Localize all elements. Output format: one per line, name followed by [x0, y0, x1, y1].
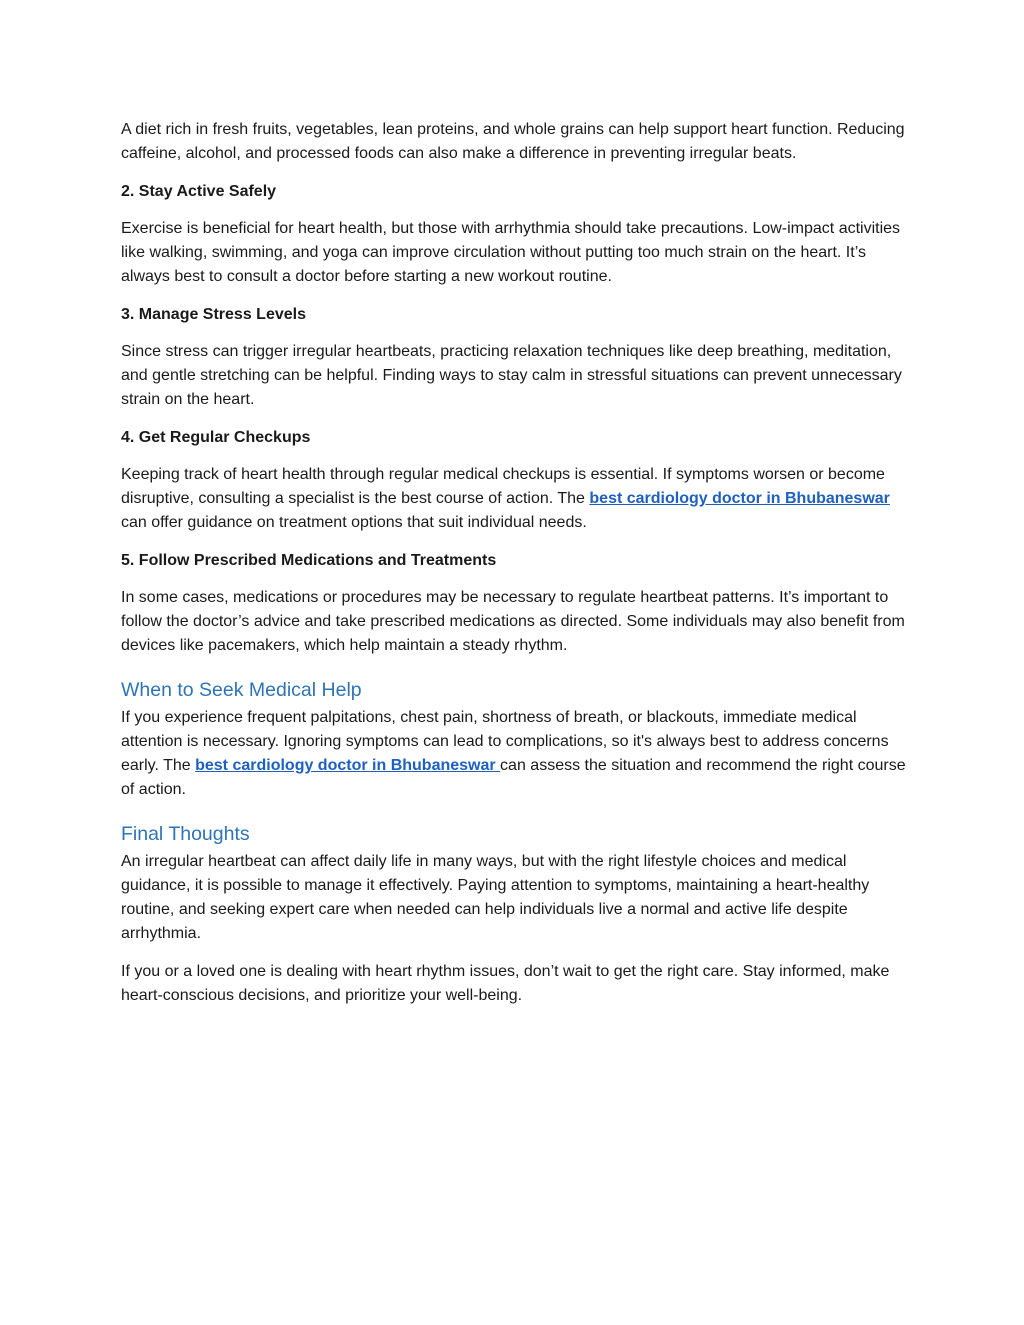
- intro-paragraph: A diet rich in fresh fruits, vegetables, lean proteins, and whole grains can help support heart function. Reducing caffeine, alcohol, and processed foods can also make a difference in preventing irregular beats.: [121, 121, 905, 162]
- cardiology-doctor-link-2[interactable]: best cardiology doctor in Bhubaneswar: [195, 757, 501, 774]
- tip-2-heading: 2. Stay Active Safely: [121, 183, 277, 200]
- tip-4-text-before: Keeping track of heart health through regular medical checkups is essential. If symptoms worsen or become disruptive, consulting a specialist is the best course of action. The: [121, 466, 885, 507]
- medical-help-paragraph: [121, 706, 911, 802]
- final-thoughts-paragraph-2: If you or a loved one is dealing with heart rhythm issues, don’t wait to get the right care. Stay informed, make heart-conscious decisions, and prioritize your well-being.: [121, 963, 890, 1004]
- tip-5-heading: 5. Follow Prescribed Medications and Treatments: [121, 552, 497, 569]
- document-page: [121, 118, 911, 1022]
- tip-5-paragraph: In some cases, medications or procedures may be necessary to regulate heartbeat patterns. It’s important to follow the doctor’s advice and take prescribed medications as directed. Some individuals may also benefit from devices like pacemakers, which help maintain a steady rhythm.: [121, 589, 905, 654]
- tip-4-paragraph: [121, 463, 911, 535]
- tip-4-heading: 4. Get Regular Checkups: [121, 429, 311, 446]
- medical-help-text-after: can assess the situation and recommend the right course of action.: [121, 757, 906, 798]
- medical-help-text-before: If you experience frequent palpitations, chest pain, shortness of breath, or blackouts, immediate medical attention is necessary. Ignoring symptoms can lead to complications, so it's always best to address concerns early. The: [121, 709, 889, 774]
- cardiology-doctor-link-1[interactable]: best cardiology doctor in Bhubaneswar: [589, 490, 890, 507]
- tip-4-text-after: can offer guidance on treatment options that suit individual needs.: [121, 514, 587, 531]
- medical-help-heading: When to Seek Medical Help: [121, 679, 362, 701]
- tip-3-heading: 3. Manage Stress Levels: [121, 306, 306, 323]
- tip-3-paragraph: Since stress can trigger irregular heartbeats, practicing relaxation techniques like deep breathing, meditation, and gentle stretching can be helpful. Finding ways to stay calm in stressful situations can prevent unnecessary strain on the heart.: [121, 343, 902, 408]
- final-thoughts-heading: Final Thoughts: [121, 823, 250, 845]
- final-thoughts-paragraph-1: An irregular heartbeat can affect daily life in many ways, but with the right lifestyle choices and medical guidance, it is possible to manage it effectively. Paying attention to symptoms, maintaining a heart-healthy routine, and seeking expert care when needed can help individuals live a normal and active life despite arrhythmia.: [121, 853, 870, 942]
- tip-2-paragraph: Exercise is beneficial for heart health, but those with arrhythmia should take precautions. Low-impact activities like walking, swimming, and yoga can improve circulation without putting too much strain on the heart. It’s always best to consult a doctor before starting a new workout routine.: [121, 220, 901, 285]
